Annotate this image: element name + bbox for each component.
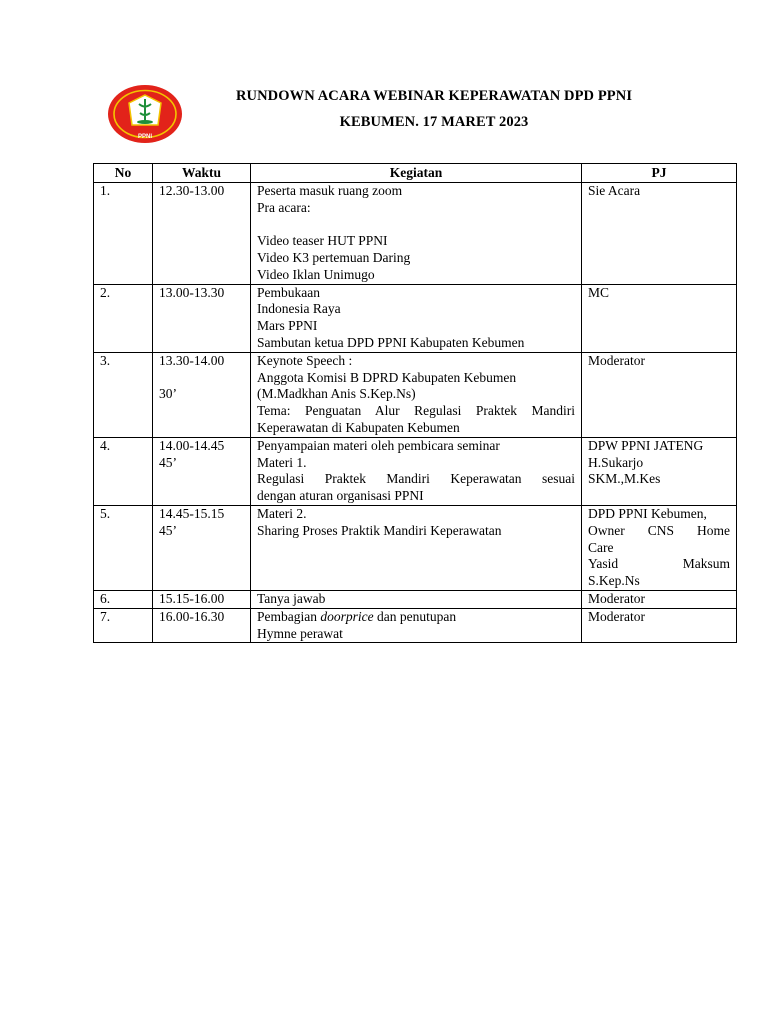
pj-line: Yasid Maksum	[588, 556, 730, 572]
row-kegiatan	[251, 590, 582, 608]
waktu-line: 45’	[159, 454, 177, 470]
kegiatan-line: dengan aturan organisasi PPNI	[257, 488, 424, 504]
kegiatan-suffix: dan penutupan	[373, 608, 457, 624]
row-pj	[582, 505, 737, 590]
table-row	[94, 182, 737, 284]
row-kegiatan	[251, 505, 582, 590]
waktu-line: 14.45-15.15	[159, 505, 225, 521]
header-pj: PJ	[582, 164, 737, 183]
kegiatan-line: Hymne perawat	[257, 625, 343, 641]
row-waktu	[153, 352, 251, 437]
pj-line: SKM.,M.Kes	[588, 471, 661, 487]
kegiatan-line: Tema: Penguatan Alur Regulasi Praktek Mandiri	[257, 403, 575, 419]
table-header-row	[94, 164, 737, 183]
waktu-line: 14.00-14.45	[159, 437, 225, 453]
table-row	[94, 352, 737, 437]
kegiatan-italic: doorprice	[320, 608, 374, 624]
kegiatan-line	[257, 216, 575, 233]
document-title: RUNDOWN ACARA WEBINAR KEPERAWATAN DPD PPNI	[235, 88, 633, 104]
kegiatan-line: Mars PPNI	[257, 318, 318, 334]
pj-line: Care	[588, 539, 614, 555]
document-subtitle: KEBUMEN. 17 MARET 2023	[339, 114, 529, 130]
table-row	[94, 437, 737, 505]
row-kegiatan	[251, 437, 582, 505]
row-waktu	[153, 590, 251, 608]
row-waktu	[153, 182, 251, 284]
row-kegiatan	[251, 182, 582, 284]
svg-text:PPNI: PPNI	[137, 134, 153, 140]
row-no: 5.	[94, 505, 153, 590]
table-row	[94, 505, 737, 590]
pj-line: Moderator	[588, 608, 645, 624]
kegiatan-line	[257, 609, 575, 626]
pj-line: Sie Acara	[588, 182, 641, 198]
row-no: 4.	[94, 437, 153, 505]
row-pj	[582, 284, 737, 352]
kegiatan-line: Materi 2.	[257, 505, 307, 521]
table-row	[94, 608, 737, 643]
pj-line: H.Sukarjo	[588, 454, 644, 470]
pj-line: Moderator	[588, 352, 645, 368]
waktu-line: 45’	[159, 522, 177, 538]
header-kegiatan: Kegiatan	[251, 164, 582, 183]
kegiatan-line: Materi 1.	[257, 454, 307, 470]
pj-line: DPW PPNI JATENG	[588, 437, 704, 453]
kegiatan-line: Peserta masuk ruang zoom	[257, 182, 403, 198]
kegiatan-line: Indonesia Raya	[257, 301, 341, 317]
table-row	[94, 284, 737, 352]
kegiatan-line: Pra acara:	[257, 199, 311, 215]
kegiatan-prefix: Pembagian	[257, 608, 321, 624]
pj-line: S.Kep.Ns	[588, 573, 640, 589]
kegiatan-line: Anggota Komisi B DPRD Kabupaten Kebumen	[257, 369, 517, 385]
row-no: 2.	[94, 284, 153, 352]
pj-line: Moderator	[588, 590, 645, 606]
pj-line: DPD PPNI Kebumen,	[588, 505, 707, 521]
row-waktu	[153, 437, 251, 505]
row-waktu	[153, 608, 251, 643]
rundown-table	[93, 163, 737, 643]
pj-line: Owner CNS Home	[588, 522, 730, 538]
row-pj	[582, 182, 737, 284]
table-row	[94, 590, 737, 608]
pj-line: MC	[588, 284, 610, 300]
row-pj	[582, 590, 737, 608]
row-waktu	[153, 284, 251, 352]
row-pj	[582, 437, 737, 505]
row-no: 1.	[94, 182, 153, 284]
waktu-line: 12.30-13.00	[159, 182, 225, 198]
row-no: 7.	[94, 608, 153, 643]
waktu-line: 13.30-14.00	[159, 352, 225, 368]
row-no: 6.	[94, 590, 153, 608]
row-no: 3.	[94, 352, 153, 437]
row-pj	[582, 352, 737, 437]
kegiatan-line: Keynote Speech :	[257, 352, 353, 368]
kegiatan-line: Tanya jawab	[257, 590, 326, 606]
waktu-line: 15.15-16.00	[159, 590, 225, 606]
kegiatan-line: Penyampaian materi oleh pembicara seminar	[257, 437, 500, 453]
kegiatan-line: Pembukaan	[257, 284, 320, 300]
kegiatan-line: Video teaser HUT PPNI	[257, 233, 388, 249]
kegiatan-line: (M.Madkhan Anis S.Kep.Ns)	[257, 386, 416, 402]
kegiatan-line: Sambutan ketua DPD PPNI Kabupaten Kebumen	[257, 334, 525, 350]
kegiatan-line: Video K3 pertemuan Daring	[257, 249, 411, 265]
kegiatan-line: Video Iklan Unimugo	[257, 266, 375, 282]
kegiatan-line: Keperawatan di Kabupaten Kebumen	[257, 419, 460, 435]
row-kegiatan	[251, 352, 582, 437]
waktu-line: 30’	[159, 386, 177, 402]
row-kegiatan	[251, 284, 582, 352]
waktu-line: 16.00-16.30	[159, 608, 225, 624]
row-waktu	[153, 505, 251, 590]
header-waktu: Waktu	[153, 164, 251, 183]
header-no: No	[94, 164, 153, 183]
kegiatan-line: Sharing Proses Praktik Mandiri Keperawatan	[257, 522, 502, 538]
waktu-line: 13.00-13.30	[159, 284, 225, 300]
row-kegiatan	[251, 608, 582, 643]
row-pj	[582, 608, 737, 643]
waktu-line	[159, 370, 244, 387]
kegiatan-line: Regulasi Praktek Mandiri Keperawatan sesuai	[257, 471, 575, 487]
